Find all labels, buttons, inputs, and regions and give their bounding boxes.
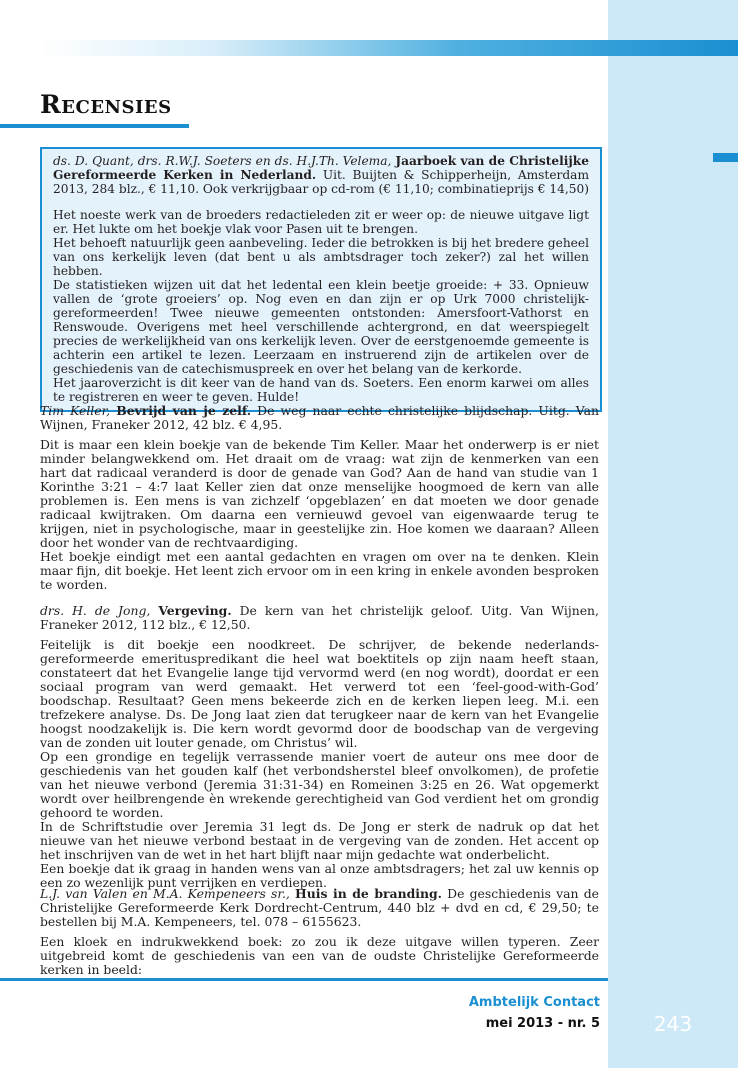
review-meta bbox=[40, 887, 599, 929]
review-paragraph: Feitelijk is dit boekje een noodkreet. De schrijver, de bekende nederlands-gereformeerde emerituspredikant die heel wat boektitels op zijn naam heeft staan, constateert dat het Evangelie lange tijd vervormd werd (en nog wordt), doordat er een sociaal program van werd gemaakt. Het verwerd tot een ‘feel-good-with-God’ boodschap. Resultaat? Geen mens bekeerde zich en de kerken liepen leeg. M.i. een trefzekere analyse. Ds. De Jong laat zien dat terugkeer naar de kern van het Evangelie hoogst noodzakelijk is. Die kern wordt gevormd door de boodschap van de vergeving van de zonden uit louter genade, om Christus’ wil. bbox=[40, 637, 599, 750]
review-paragraph: Het noeste werk van de broeders redactieleden zit er weer op: de nieuwe uitgave ligt er. Het lukte om het boekje vlak voor Pasen uit te brengen. bbox=[53, 208, 589, 236]
page-title: Recensies bbox=[40, 90, 172, 119]
review-paragraph: Het boekje eindigt met een aantal gedachten en vragen om over na te denken. Klein maar fijn, dit boekje. Het leent zich ervoor om in een kring in enkele avonden besproken te worden. bbox=[40, 549, 599, 592]
review-book-title: Vergeving. bbox=[158, 603, 232, 618]
review-publication: De geschiedenis van de Christelijke Gereformeerde Kerk Dordrecht-Centrum, 440 blz + dvd en cd, € 29,50; te bestellen bij M.A. Kempeneers, tel. 078 – 6155623. bbox=[40, 886, 599, 929]
review-paragraph: Een boekje dat ik graag in handen wens van al onze ambtsdragers; het zal uw kennis op een zo wezenlijk punt verrijken en verdiepen. bbox=[40, 861, 599, 890]
footer-rule bbox=[0, 978, 608, 981]
magazine-name: Ambtelijk Contact bbox=[468, 995, 600, 1010]
review-book-title: Bevrijd van je zelf. bbox=[116, 403, 252, 418]
review-meta bbox=[53, 154, 589, 196]
review-authors: L.J. van Valen en M.A. Kempeneers sr., bbox=[40, 886, 290, 901]
review-publication: De kern van het christelijk geloof. Uitg. Van Wijnen, Franeker 2012, 112 blz., € 12,50. bbox=[40, 603, 599, 632]
review-paragraph: Op een grondige en tegelijk verrassende manier voert de auteur ons mee door de geschiedenis van het gouden kalf (het verbondsherstel bleef onvolkomen), de profetie van het nieuwe verbond (Jeremia 31:31-34) en Romeinen 3:25 en 26. Wat opgemerkt wordt over heilbrengende èn wrekende gerechtigheid van God verdient het om grondig gehoord te worden. bbox=[40, 749, 599, 820]
review-paragraph: Het behoeft natuurlijk geen aanbeveling. Ieder die betrokken is bij het bredere geheel van ons kerkelijk leven (dat bent u als ambtsdrager toch zeker?) zal het willen hebben. bbox=[53, 236, 589, 278]
review-book-title: Huis in de branding. bbox=[295, 886, 442, 901]
review-meta bbox=[40, 404, 599, 432]
title-underline bbox=[0, 124, 189, 128]
review-authors: Tim Keller, bbox=[40, 403, 111, 418]
review-huis-in-de-branding bbox=[40, 887, 599, 977]
page-number: 243 bbox=[653, 1012, 693, 1036]
review-keller bbox=[40, 404, 599, 592]
review-authors: ds. D. Quant, drs. R.W.J. Soeters en ds. H.J.Th. Velema, bbox=[53, 154, 392, 168]
review-publication: Uit. Buijten & Schipperheijn, Amsterdam 2013, 284 blz., € 11,10. Ook verkrijgbaar op cd-rom (€ 11,10; combinatieprijs € 14,50) bbox=[53, 168, 590, 196]
review-book-title: Jaarboek van de Christelijke Gereformeerde Kerken in Nederland. bbox=[53, 154, 590, 182]
review-de-jong bbox=[40, 604, 599, 890]
review-meta bbox=[40, 604, 599, 632]
review-yearbook bbox=[40, 147, 602, 412]
review-paragraph: Een kloek en indrukwekkend boek: zo zou ik deze uitgave willen typeren. Zeer uitgebreid komt de geschiedenis van een van de oudste Christelijke Gereformeerde kerken in beeld: bbox=[40, 934, 599, 977]
review-paragraph: De statistieken wijzen uit dat het ledental een klein beetje groeide: + 33. Opnieuw vallen de ‘grote groeiers’ op. Nog even en dan zijn er op Urk 7000 christelijk-gereformeerden! Twee nieuwe gemeenten ontstonden: Amersfoort-Vathorst en Renswoude. Overigens met heel verschillende achtergrond, en dat weerspiegelt precies de werkelijkheid van ons kerkelijk leven. Over de eerstgenoemde gemeente is achterin een artikel te lezen. Leerzaam en instruerend zijn de artikelen over de geschiedenis van de catechismuspreek en over het belang van de kerkorde. bbox=[53, 278, 589, 376]
review-paragraph: Dit is maar een klein boekje van de bekende Tim Keller. Maar het onderwerp is er niet minder belangwekkend om. Het draait om de vraag: wat zijn de kenmerken van een hart dat radicaal veranderd is door de genade van God? Aan de hand van studie van 1 Korinthe 3:21 – 4:7 laat Keller zien dat onze menselijke hoogmoed de kern van alle problemen is. Een mens is van zichzelf ‘opgeblazen’ en dat moeten we door genade radicaal kwijtraken. Om daarna een vernieuwd gevoel van eigenwaarde terug te krijgen, niet in psychologische, maar in geestelijke zin. Hoe komen we daaraan? Alleen door het wonder van de rechtvaardiging. bbox=[40, 437, 599, 550]
review-authors: drs. H. de Jong, bbox=[40, 603, 151, 618]
review-paragraph: In de Schriftstudie over Jeremia 31 legt ds. De Jong er sterk de nadruk op dat het nieuwe van het nieuwe verbond bestaat in de vergeving van de zonden. Het accent op het inschrijven van de wet in het hart blijft naar mijn gedachte wat onderbelicht. bbox=[40, 819, 599, 862]
review-publication: De weg naar echte christelijke blijdschap. Uitg. Van Wijnen, Franeker 2012, 42 blz. € 4,95. bbox=[40, 403, 599, 432]
issue-label: mei 2013 - nr. 5 bbox=[485, 1016, 600, 1031]
top-gradient-bar bbox=[40, 40, 738, 56]
review-paragraph: Het jaaroverzicht is dit keer van de hand van ds. Soeters. Een enorm karwei om alles te registreren en weer te geven. Hulde! bbox=[53, 376, 589, 404]
sidebar-tab-marker bbox=[713, 153, 738, 162]
